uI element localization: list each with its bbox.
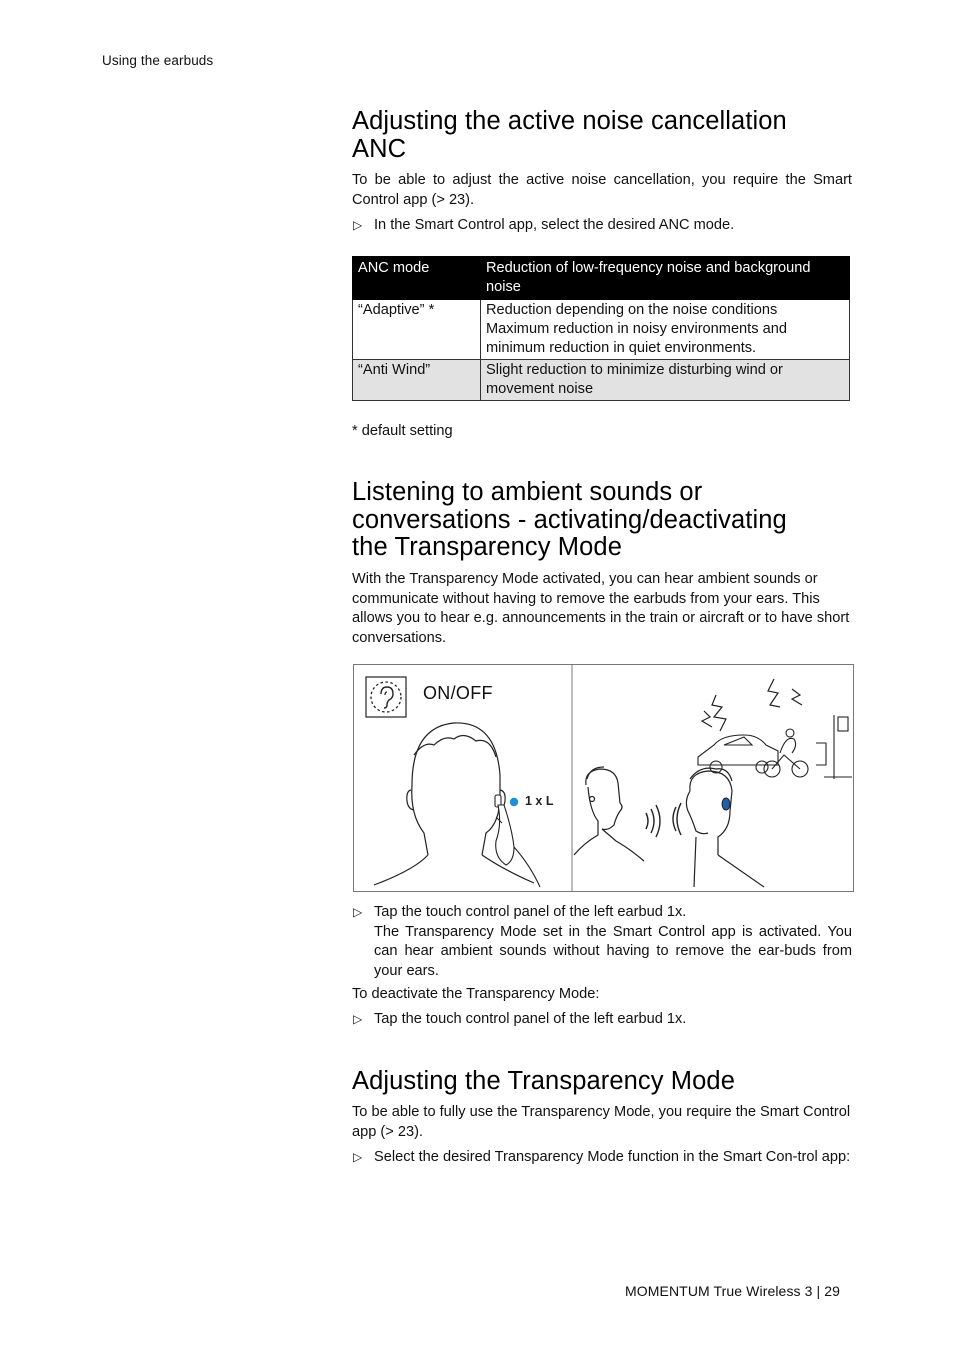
step-text: [374, 903, 852, 981]
running-head: Using the earbuds: [102, 53, 214, 68]
step-marker-icon: ▷: [353, 1012, 363, 1026]
footnote: * default setting: [352, 423, 453, 439]
page-footer: MOMENTUM True Wireless 3 | 29: [625, 1283, 841, 1299]
transparency-step-deactivate: [352, 1010, 852, 1030]
step-result: The Transparency Mode set in the Smart Control app is activated. You can hear ambient sounds without having to remove the ear-buds from your ears.: [374, 923, 852, 979]
table-row: [353, 300, 850, 360]
section-title-transparency-line3: the Transparency Mode: [352, 533, 622, 561]
section-title-transparency: [352, 479, 872, 562]
tap-indicator-dot: [510, 798, 518, 806]
anc-mode-table: [352, 256, 850, 401]
transparency-step-activate: [352, 903, 852, 981]
section-title-transparency-line2: conversations - activating/deactivating: [352, 505, 787, 534]
transparency-illustration: [353, 664, 854, 892]
sound-waves-icon: [646, 803, 681, 837]
section-title-anc: [352, 108, 852, 163]
deactivate-intro: To deactivate the Transparency Mode:: [352, 986, 600, 1002]
traffic-light-drawing: [816, 715, 852, 779]
anc-intro: To be able to adjust the active noise cancellation, you require the Smart Control app (> 23).: [352, 172, 852, 208]
table-cell: Reduction depending on the noise conditions Maximum reduction in noisy environments and minimum reduction in quiet environments.: [481, 300, 850, 360]
section-title-anc-line2: ANC: [352, 134, 407, 163]
step-instruction: Tap the touch control panel of the left earbud 1x.: [374, 904, 687, 920]
on-off-label: ON/OFF: [423, 683, 493, 703]
listening-person-drawing: [686, 768, 764, 887]
anc-step-text: In the Smart Control app, select the desired ANC mode.: [374, 217, 735, 233]
step-instruction: Tap the touch control panel of the left earbud 1x.: [374, 1011, 687, 1027]
ear-transparency-icon: [366, 677, 406, 717]
motorcycle-drawing: [764, 729, 808, 777]
table-header-row: [353, 257, 850, 300]
table-header-cell: ANC mode: [353, 257, 481, 300]
table-cell: “Adaptive” *: [353, 300, 481, 360]
adjust-transparency-step: [352, 1148, 852, 1168]
table-cell: Slight reduction to minimize disturbing wind or movement noise: [481, 360, 850, 401]
step-marker-icon: ▷: [353, 218, 363, 232]
lightning-noise-icon: [702, 679, 802, 731]
car-drawing: [698, 735, 778, 773]
section-title-transparency-line1: Listening to ambient sounds or: [352, 478, 703, 506]
section-title-anc-line1: Adjusting the active noise cancellation: [352, 107, 787, 135]
speaking-person-drawing: [574, 767, 644, 861]
table-row: [353, 360, 850, 401]
anc-step: [352, 216, 852, 236]
step-marker-icon: ▷: [353, 1150, 363, 1164]
section-title-adjust-transparency: Adjusting the Transparency Mode: [352, 1067, 735, 1095]
earbud-tap-drawing: [495, 795, 540, 887]
table-cell: “Anti Wind”: [353, 360, 481, 401]
earbud-icon: [722, 798, 730, 810]
transparency-intro: With the Transparency Mode activated, you can hear ambient sounds or communicate without having to remove the earbuds from your ears. This allows you to hear e.g. announcements in the train or aircraft or to have short conversations.: [352, 571, 850, 646]
step-marker-icon: ▷: [353, 905, 363, 919]
step-instruction: Select the desired Transparency Mode function in the Smart Con-trol app:: [374, 1149, 851, 1165]
adjust-transparency-intro: To be able to fully use the Transparency Mode, you require the Smart Control app (> 23).: [352, 1104, 851, 1140]
tap-count-label: 1 x L: [525, 794, 554, 808]
table-header-cell: Reduction of low-frequency noise and background noise: [481, 257, 850, 300]
